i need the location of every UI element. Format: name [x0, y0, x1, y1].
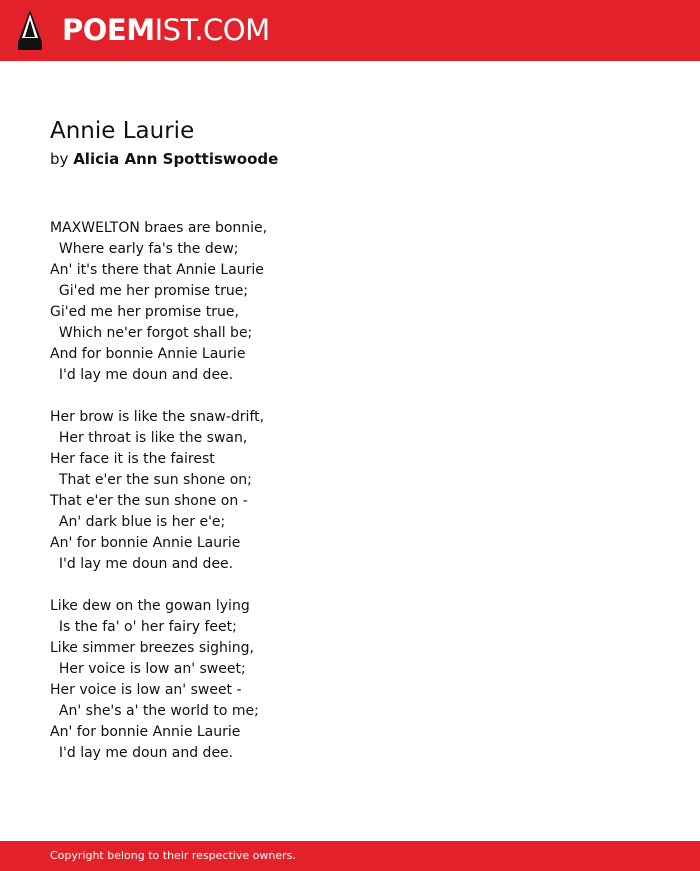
- poem-body: [50, 218, 650, 764]
- poem-line: Her throat is like the swan,: [50, 430, 248, 446]
- poem-line: An' for bonnie Annie Laurie: [50, 724, 241, 740]
- author-name: Alicia Ann Spottiswoode: [73, 150, 279, 168]
- poem-line: Her face it is the fairest: [50, 451, 215, 467]
- poem-line: Where early fa's the dew;: [50, 241, 239, 257]
- poem-line: I'd lay me doun and dee.: [50, 745, 234, 761]
- site-header: [0, 0, 700, 61]
- byline: [50, 148, 650, 170]
- poem-line: MAXWELTON braes are bonnie,: [50, 220, 268, 236]
- poem-line: An' it's there that Annie Laurie: [50, 262, 264, 278]
- poem-line: Gi'ed me her promise true,: [50, 304, 239, 320]
- poem-line: I'd lay me doun and dee.: [50, 367, 234, 383]
- poem-line: And for bonnie Annie Laurie: [50, 346, 246, 362]
- pencil-icon[interactable]: [18, 10, 42, 50]
- poem-title: Annie Laurie: [50, 118, 195, 144]
- poem-line: Which ne'er forgot shall be;: [50, 325, 253, 341]
- site-logo[interactable]: [62, 12, 270, 48]
- poem-line: I'd lay me doun and dee.: [50, 556, 234, 572]
- poem-line: Is the fa' o' her fairy feet;: [50, 619, 237, 635]
- poem-line: An' she's a' the world to me;: [50, 703, 259, 719]
- site-footer: [0, 841, 700, 871]
- poem-line: Like dew on the gowan lying: [50, 598, 250, 614]
- poem-content: [50, 114, 650, 785]
- poem-line: That e'er the sun shone on -: [50, 493, 248, 509]
- poem-line: Her voice is low an' sweet -: [50, 682, 242, 698]
- poem-line: An' dark blue is her e'e;: [50, 514, 226, 530]
- poem-line: Her brow is like the snaw-drift,: [50, 409, 265, 425]
- poem-line: Gi'ed me her promise true;: [50, 283, 249, 299]
- logo-bold-text: POEM: [62, 13, 155, 47]
- stanza: [50, 218, 650, 386]
- by-label: by: [50, 150, 69, 168]
- poem-line: That e'er the sun shone on;: [50, 472, 252, 488]
- logo-light-text: IST.COM: [154, 13, 270, 47]
- stanza: [50, 407, 650, 575]
- poem-line: An' for bonnie Annie Laurie: [50, 535, 241, 551]
- poem-line: Her voice is low an' sweet;: [50, 661, 246, 677]
- stanza: [50, 596, 650, 764]
- poem-line: Like simmer breezes sighing,: [50, 640, 254, 656]
- copyright-text: Copyright belong to their respective owners.: [50, 849, 296, 862]
